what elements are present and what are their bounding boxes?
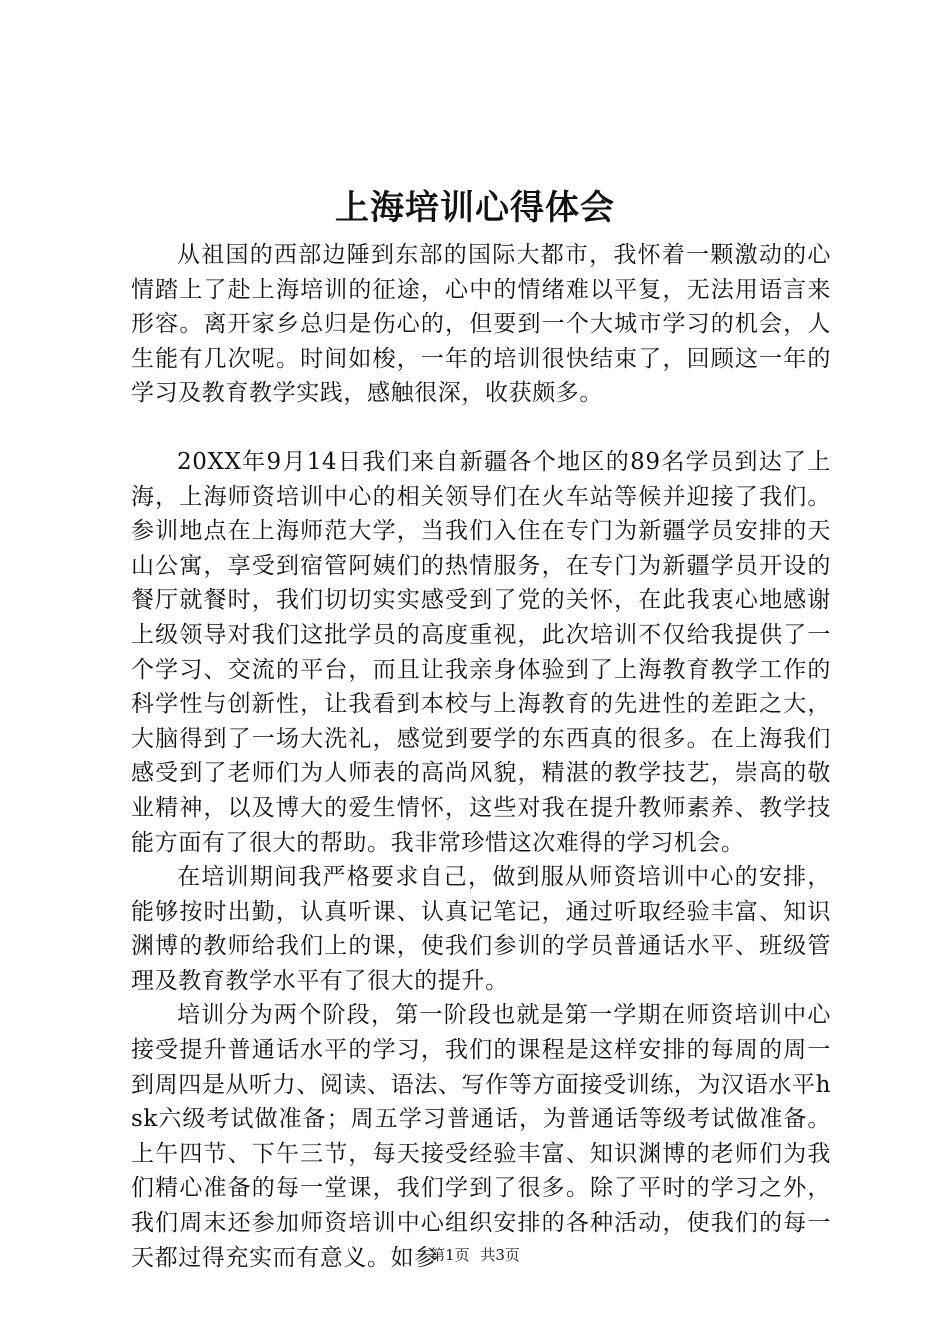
page-number: 第1页 bbox=[430, 1246, 470, 1264]
paragraph-discipline: 在培训期间我严格要求自己，做到服从师资培训中心的安排，能够按时出勤，认真听课、认真记笔记，通过听取经验丰富、知识渊博的教师给我们上的课，使我们参训的学员普通话水平、班级管理及教育教学水平有了很大的提升。 bbox=[131, 864, 831, 994]
page-total: 共3页 bbox=[480, 1246, 520, 1264]
paragraph-intro: 从祖国的西部边陲到东部的国际大都市，我怀着一颗激动的心情踏上了赴上海培训的征途，心中的情绪难以平复，无法用语言来形容。离开家乡总归是伤心的，但要到一个大城市学习的机会，人生能有几次呢。时间如梭，一年的培训很快结束了，回顾这一年的学习及教育教学实践，感触很深，收获颇多。 bbox=[131, 242, 831, 407]
paragraph-stages: 培训分为两个阶段，第一阶段也就是第一学期在师资培训中心接受提升普通话水平的学习，我们的课程是这样安排的每周的周一到周四是从听力、阅读、语法、写作等方面接受训练，为汉语水平hsk六级考试做准备；周五学习普通话，为普通话等级考试做准备。上午四节、下午三节，每天接受经验丰富、知识渊博的老师们为我们精心准备的每一堂课，我们学到了很多。除了平时的学习之外，我们周末还参加师资培训中心组织安排的各种活动，使我们的每一天都过得充实而有意义。如参 bbox=[131, 1002, 831, 1271]
document-body bbox=[131, 238, 831, 1275]
page-footer bbox=[0, 1245, 950, 1265]
paragraph-arrival: 20XX年9月14日我们来自新疆各个地区的89名学员到达了上海，上海师资培训中心的相关领导们在火车站等候并迎接了我们。参训地点在上海师范大学，当我们入住在专门为新疆学员安排的天山公寓，享受到宿管阿姨们的热情服务，在专门为新疆学员开设的餐厅就餐时，我们切切实实感受到了党的关怀，在此我衷心地感谢上级领导对我们这批学员的高度重视，此次培训不仅给我提供了一个学习、交流的平台，而且让我亲身体验到了上海教育教学工作的科学性与创新性，让我看到本校与上海教育的先进性的差距之大，大脑得到了一场大洗礼，感觉到要学的东西真的很多。在上海我们感受到了老师们为人师表的高尚风貌，精湛的教学技艺，崇高的敬业精神，以及博大的爱生情怀，这些对我在提升教师素养、教学技能方面有了很大的帮助。我非常珍惜这次难得的学习机会。 bbox=[131, 448, 831, 856]
document-title: 上海培训心得体会 bbox=[335, 188, 615, 228]
